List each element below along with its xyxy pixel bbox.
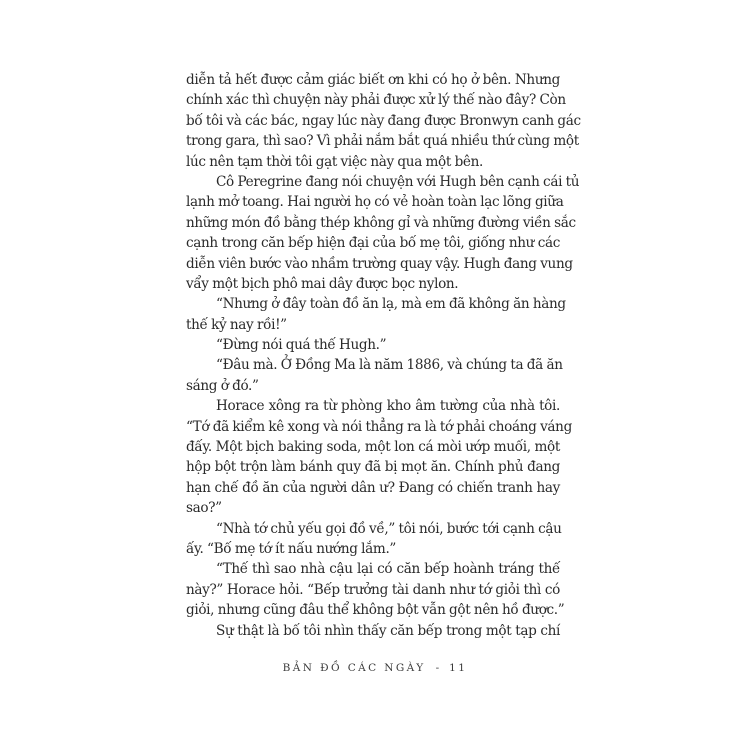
text-line: này?” Horace hỏi. “Bếp trưởng tài danh như tớ giỏi thì có [186, 581, 560, 598]
text-line: “Nhà tớ chủ yếu gọi đồ về,” tôi nói, bước tới cạnh cậu [216, 520, 562, 537]
text-line: diễn viên bước vào nhầm trường quay vậy. Hugh đang vung [186, 255, 573, 272]
text-line: “Tớ đã kiểm kê xong và nói thẳng ra là tớ phải choáng váng [186, 418, 572, 435]
text-line: trong gara, thì sao? Vì phải nắm bắt quá nhiều thứ cùng một [186, 133, 579, 150]
text-line: lạnh mở toang. Hai người họ có vẻ hoàn toàn lạc lõng giữa [186, 194, 564, 211]
text-line: lúc nên tạm thời tôi gạt việc này qua một bên. [186, 153, 483, 170]
page-number: 11 [449, 662, 468, 674]
text-line: những món đồ bằng thép không gỉ và những đường viền sắc [186, 214, 576, 231]
text-line: Sự thật là bố tôi nhìn thấy căn bếp trong một tạp chí [216, 622, 560, 639]
text-line: hạn chế đồ ăn của người dân ư? Đang có chiến tranh hay [186, 479, 560, 496]
text-line: diễn tả hết được cảm giác biết ơn khi có họ ở bên. Nhưng [186, 72, 560, 88]
book-title: BẢN ĐỒ CÁC NGÀY [282, 662, 426, 674]
text-line: “Nhưng ở đây toàn đồ ăn lạ, mà em đã không ăn hàng [216, 296, 566, 313]
text-line: chính xác thì chuyện này phải được xử lý thế nào đây? Còn [186, 92, 566, 109]
text-line: ấy. “Bố mẹ tớ ít nấu nướng lắm.” [186, 540, 397, 557]
body-text [186, 70, 581, 641]
text-line: đấy. Một bịch baking soda, một lon cá mòi ướp muối, một [186, 439, 560, 456]
text-line: vẩy một bịch phô mai dây được bọc nylon. [186, 275, 459, 292]
text-line: “Đừng nói quá thế Hugh.” [216, 337, 387, 354]
text-line: thế kỷ nay rồi!” [186, 316, 287, 333]
text-line: “Đâu mà. Ở Đồng Ma là năm 1886, và chúng ta đã ăn [216, 357, 563, 374]
text-line: hộp bột trộn làm bánh quy đã bị mọt ăn. Chính phủ đang [186, 459, 560, 476]
text-line: bố tôi và các bác, ngay lúc này đang được Bronwyn canh gác [186, 112, 581, 129]
text-line: giỏi, nhưng cũng đâu thể không bột vẫn gột nên hồ được.” [186, 602, 565, 619]
text-line: sao?” [186, 500, 222, 517]
text-line: Cô Peregrine đang nói chuyện với Hugh bên cạnh cái tủ [216, 173, 580, 190]
text-line: cạnh trong căn bếp hiện đại của bố mẹ tôi, giống như các [186, 235, 560, 252]
text-line: “Thế thì sao nhà cậu lại có căn bếp hoành tráng thế [216, 561, 560, 578]
text-line: sáng ở đó.” [186, 377, 259, 394]
running-footer [0, 662, 750, 674]
footer-separator: - [435, 662, 440, 674]
text-line: Horace xông ra từ phòng kho âm tường của nhà tôi. [216, 398, 560, 415]
